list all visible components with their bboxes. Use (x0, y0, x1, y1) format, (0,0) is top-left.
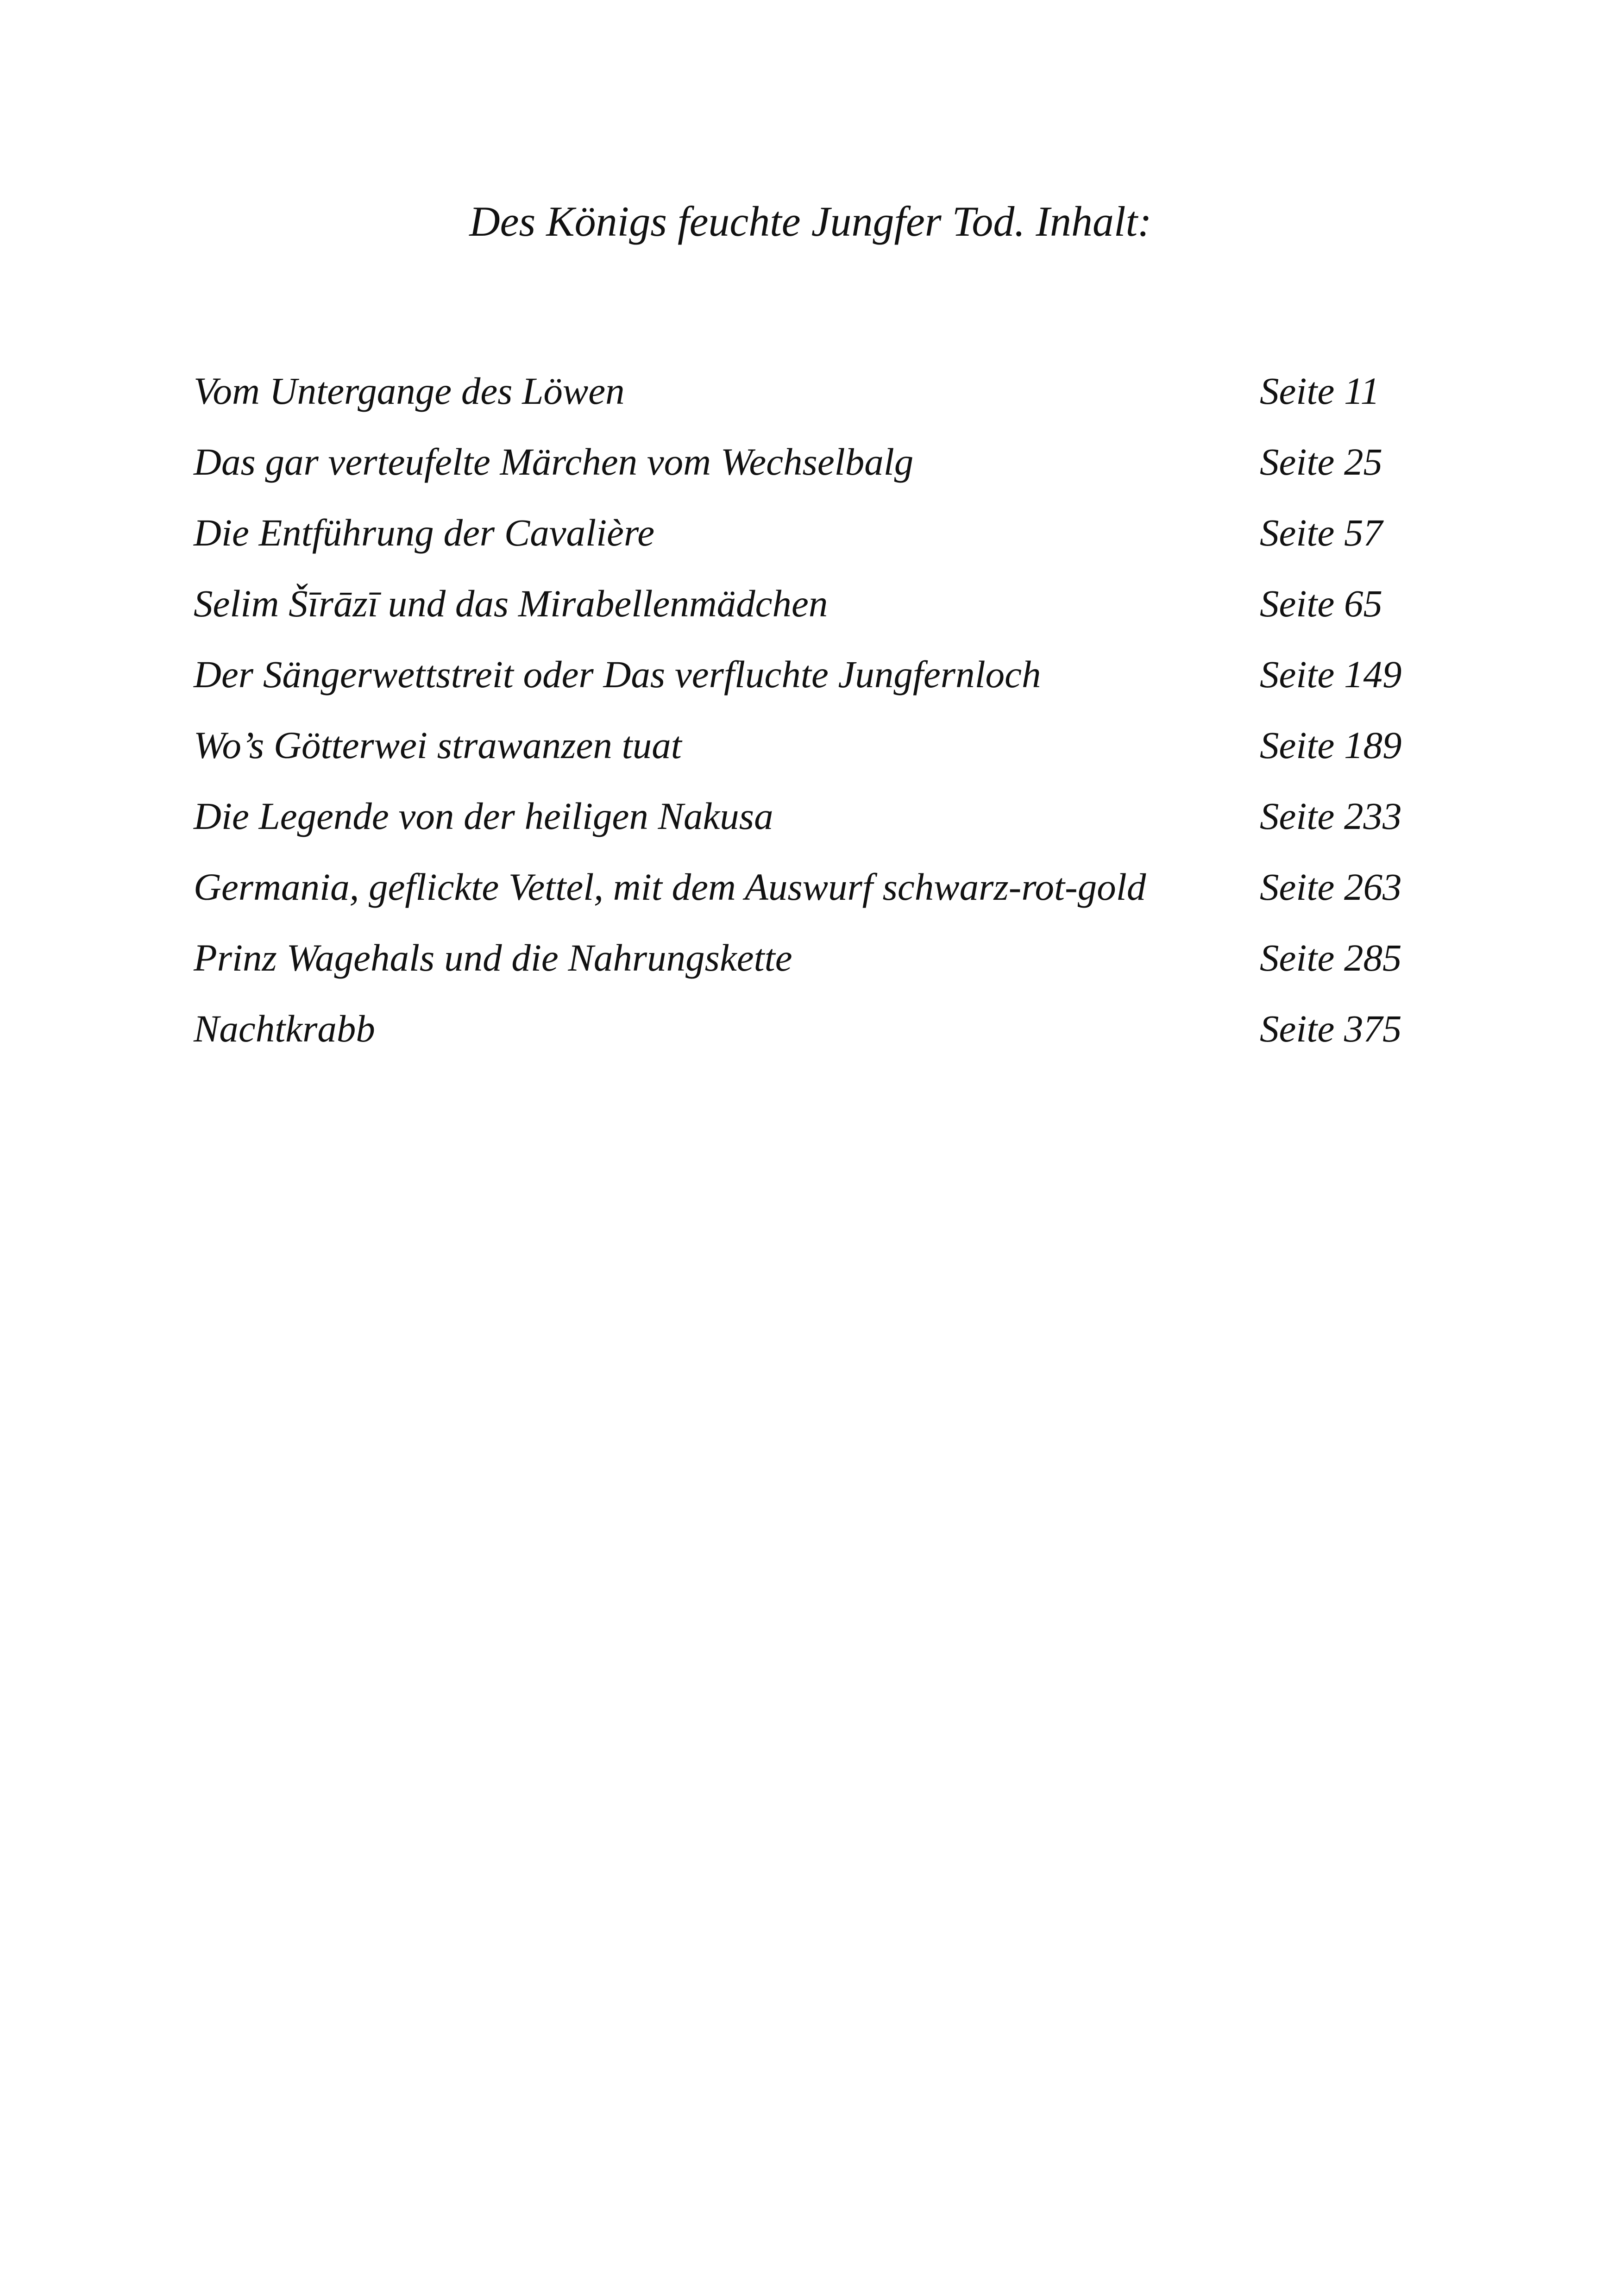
toc-entry-page: Seite 285 (1260, 936, 1402, 979)
toc-entry-page: Seite 65 (1260, 582, 1383, 625)
toc-entry-title: Vom Untergange des Löwen (194, 370, 625, 412)
toc-entry-title: Nachtkrabb (194, 1007, 375, 1050)
toc-entry-title: Das gar verteufelte Märchen vom Wechselbalg (194, 440, 914, 483)
toc-entry-page: Seite 57 (1260, 511, 1383, 554)
toc-entry (194, 788, 1444, 859)
toc-entry (194, 363, 1444, 434)
toc-entry (194, 576, 1444, 646)
toc-entry (194, 717, 1444, 788)
toc-entry-page: Seite 25 (1260, 440, 1383, 483)
toc-entry (194, 930, 1444, 1001)
toc-entry-title: Der Sängerwettstreit oder Das verfluchte Jungfernloch (194, 653, 1041, 696)
toc-entry-page: Seite 263 (1260, 866, 1402, 908)
toc-entry-page: Seite 375 (1260, 1007, 1402, 1050)
table-of-contents (194, 363, 1444, 1072)
toc-entry (194, 434, 1444, 505)
toc-entry (194, 646, 1444, 717)
toc-entry-page: Seite 11 (1260, 370, 1380, 412)
toc-entry-title: Die Legende von der heiligen Nakusa (194, 795, 773, 837)
toc-entry-title: Die Entführung der Cavalière (194, 511, 655, 554)
page-title: Des Königs feuchte Jungfer Tod. Inhalt: (469, 198, 1152, 245)
toc-entry-title: Prinz Wagehals und die Nahrungskette (194, 936, 792, 979)
toc-entry (194, 505, 1444, 576)
toc-entry-title: Germania, geflickte Vettel, mit dem Auswurf schwarz-rot-gold (194, 866, 1146, 908)
toc-entry-title: Wo’s Götterwei strawanzen tuat (194, 724, 682, 766)
toc-entry (194, 1001, 1444, 1072)
toc-entry-page: Seite 233 (1260, 795, 1402, 837)
toc-entry-page: Seite 149 (1260, 653, 1402, 696)
toc-entry-page: Seite 189 (1260, 724, 1402, 766)
toc-entry (194, 859, 1444, 930)
toc-entry-title: Selim Šīrāzī und das Mirabellenmädchen (194, 582, 828, 625)
